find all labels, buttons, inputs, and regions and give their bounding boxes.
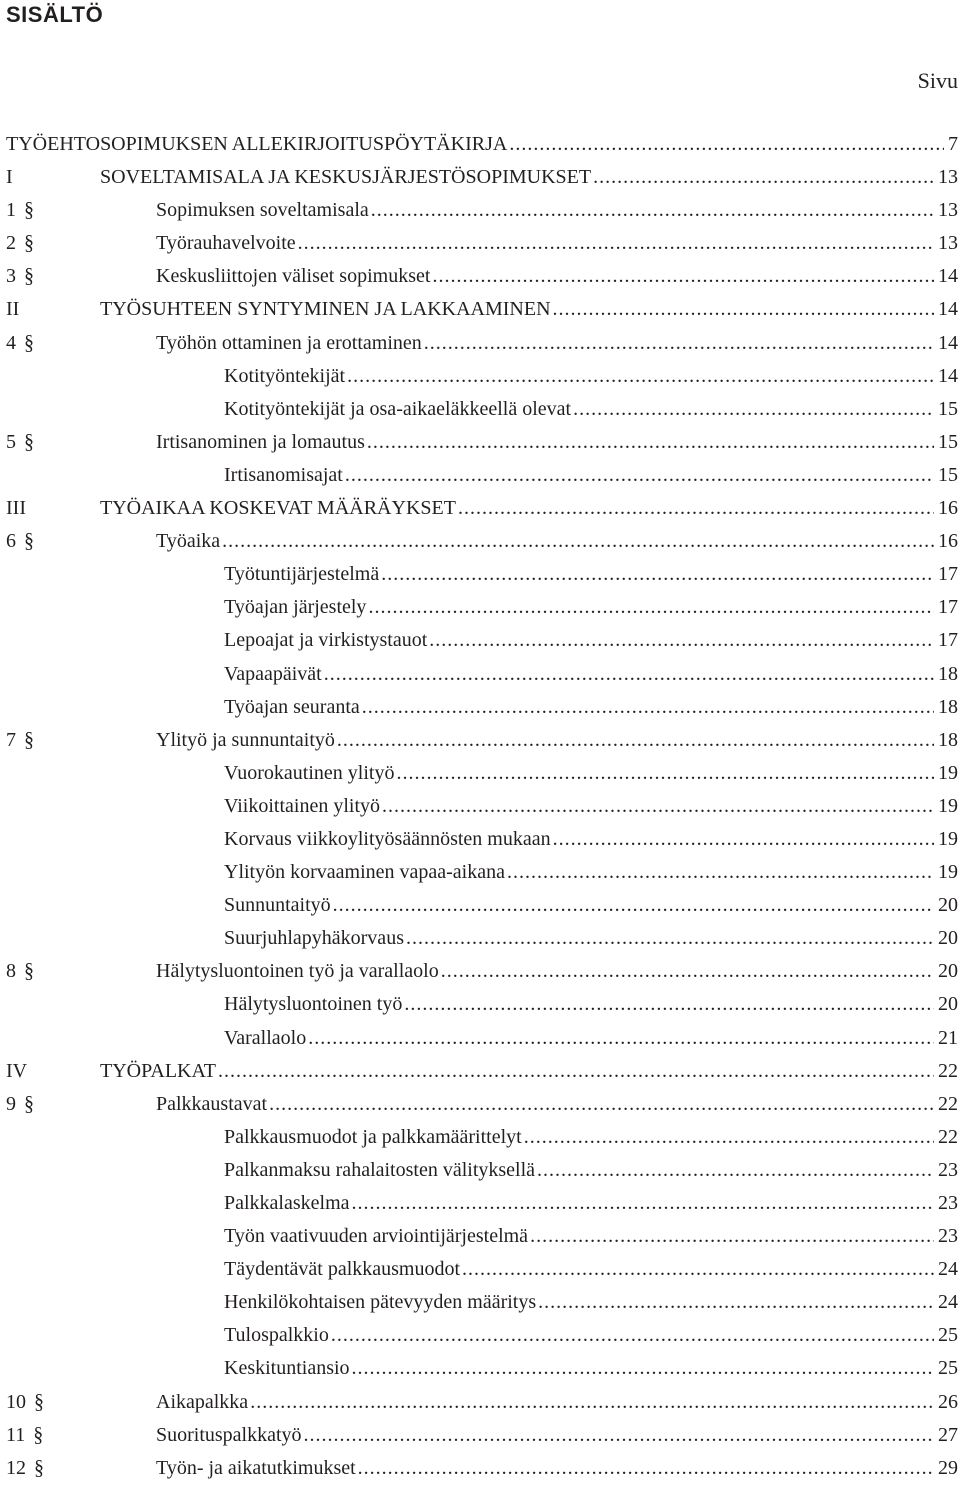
- toc-entry-label: SOVELTAMISALA JA KESKUSJÄRJESTÖSOPIMUKSET: [100, 166, 592, 189]
- toc-entry-label: Työhön ottaminen ja erottaminen: [156, 331, 422, 354]
- toc-entry-line: [224, 1121, 958, 1154]
- toc-entry-label: Suurjuhlapyhäkorvaus: [224, 927, 404, 950]
- toc-entry-label: Varallaolo: [224, 1026, 307, 1049]
- dot-leader: [304, 1419, 934, 1452]
- toc-entry-page: 16: [938, 497, 958, 520]
- dot-leader: [406, 922, 934, 955]
- dot-leader: [308, 1022, 934, 1055]
- toc-entry-label: Irtisanominen ja lomautus: [156, 430, 365, 453]
- toc-number-text: 4: [6, 331, 16, 354]
- toc-entry-label: Sopimuksen soveltamisala: [156, 199, 369, 222]
- toc-entry-page: 18: [938, 662, 958, 685]
- dot-leader: [352, 1352, 934, 1385]
- toc-entry-line: [224, 1220, 958, 1253]
- toc-entry[interactable]: [0, 624, 960, 657]
- toc-entry-number: [6, 327, 34, 360]
- toc-entry-label: Hälytysluontoinen työ ja varallaolo: [156, 960, 439, 983]
- toc-entry[interactable]: [0, 260, 960, 293]
- toc-entry-line: [156, 260, 958, 293]
- toc-entry[interactable]: [0, 1220, 960, 1253]
- toc-entry-line: [156, 724, 958, 757]
- toc-entry-page: 14: [938, 298, 958, 321]
- toc-entry-page: 18: [938, 695, 958, 718]
- toc-entry[interactable]: [0, 988, 960, 1021]
- toc-entry-page: 27: [938, 1423, 958, 1446]
- dot-leader: [553, 293, 934, 326]
- toc-entry[interactable]: [0, 790, 960, 823]
- toc-entry-label: Sunnuntaityö: [224, 894, 331, 917]
- section-sign: §: [24, 198, 34, 222]
- toc-entry-line: [100, 1055, 958, 1088]
- toc-entry-line: [156, 955, 958, 988]
- toc-entry[interactable]: [0, 1154, 960, 1187]
- toc-entry[interactable]: [0, 922, 960, 955]
- toc-entry[interactable]: [0, 161, 960, 194]
- toc-entry-page: 7: [948, 133, 958, 155]
- dot-leader: [573, 393, 934, 426]
- dot-leader: [429, 624, 934, 657]
- toc-entry-line: [224, 691, 958, 724]
- toc-entry-line: [224, 790, 958, 823]
- toc-entry-page: 15: [938, 397, 958, 420]
- toc-number-text: I: [6, 166, 13, 189]
- toc-entry-label: Keskusliittojen väliset sopimukset: [156, 265, 431, 288]
- section-sign: §: [34, 1456, 44, 1480]
- dot-leader: [538, 1286, 934, 1319]
- dot-leader: [250, 1386, 934, 1419]
- toc-entry-number: [6, 161, 13, 194]
- toc-entry-line: [156, 426, 958, 459]
- toc-entry-page: 17: [938, 596, 958, 619]
- toc-number-text: 9: [6, 1092, 16, 1115]
- toc-entry-line: [100, 293, 958, 326]
- toc-entry-line: [224, 1352, 958, 1385]
- toc-entry-line: [224, 823, 958, 856]
- toc-entry-label: Ylityö ja sunnuntaityö: [156, 728, 335, 751]
- toc-entry-line: [224, 1154, 958, 1187]
- toc-entry-number: [6, 1055, 27, 1088]
- dot-leader: [381, 558, 934, 591]
- section-sign: §: [24, 264, 34, 288]
- toc-entry-page: 25: [938, 1357, 958, 1380]
- toc-number-text: II: [6, 298, 20, 321]
- toc-entry-line: [224, 1319, 958, 1352]
- toc-entry-label: Palkkalaskelma: [224, 1192, 350, 1214]
- toc-entry[interactable]: [0, 1121, 960, 1154]
- toc-entry[interactable]: [0, 1419, 960, 1452]
- toc-entry-page: 24: [938, 1291, 958, 1314]
- toc-entry[interactable]: [0, 823, 960, 856]
- toc-entry-page: 29: [938, 1456, 958, 1479]
- dot-leader: [458, 492, 934, 525]
- toc-entry[interactable]: [0, 1286, 960, 1319]
- dot-leader: [333, 889, 934, 922]
- dot-leader: [331, 1319, 934, 1352]
- toc-entry-label: Aikapalkka: [156, 1390, 249, 1413]
- toc-entry-page: 22: [938, 1092, 958, 1115]
- toc-number-text: 3: [6, 265, 16, 288]
- toc-entry-label: TYÖEHTOSOPIMUKSEN ALLEKIRJOITUSPÖYTÄKIRJA: [6, 133, 508, 155]
- toc-entry-page: 13: [938, 199, 958, 222]
- toc-number-text: 1: [6, 199, 16, 222]
- toc-entry-label: Irtisanomisajat: [224, 463, 343, 486]
- dot-leader: [298, 227, 934, 260]
- toc-entry-label: Työn vaativuuden arviointijärjestelmä: [224, 1225, 529, 1248]
- dot-leader: [441, 955, 934, 988]
- toc-entry[interactable]: [0, 194, 960, 227]
- toc-entry-line: [224, 558, 958, 591]
- dot-leader: [324, 658, 934, 691]
- toc-entry[interactable]: [0, 459, 960, 492]
- toc-number-text: 5: [6, 430, 16, 453]
- toc-entry-line: [224, 1286, 958, 1319]
- toc-entry-label: Henkilökohtaisen pätevyyden määritys: [224, 1291, 537, 1314]
- dot-leader: [462, 1253, 934, 1286]
- toc-entry-label: Työtuntijärjestelmä: [224, 563, 380, 586]
- toc-entry-number: [6, 492, 26, 525]
- toc-entry-line: [156, 1452, 958, 1485]
- toc-entry-page: 22: [938, 1059, 958, 1082]
- toc-entry-line: [224, 459, 958, 492]
- toc-entry[interactable]: [0, 558, 960, 591]
- toc-entry-line: [224, 1022, 958, 1055]
- toc-entry-page: 23: [938, 1192, 958, 1214]
- toc-entry-page: 26: [938, 1390, 958, 1413]
- toc-entry-line: [100, 492, 958, 525]
- section-sign: §: [24, 529, 34, 553]
- toc-entry-number: [6, 1419, 43, 1452]
- toc-entry-page: 23: [938, 1158, 958, 1181]
- toc-number-text: 12: [6, 1456, 26, 1479]
- toc-entry[interactable]: [0, 492, 960, 525]
- toc-entry-page: 20: [938, 993, 958, 1016]
- toc-number-text: 7: [6, 728, 16, 751]
- toc-entry-page: 17: [938, 563, 958, 586]
- toc-entry-label: Viikoittainen ylityö: [224, 794, 381, 817]
- toc-entry[interactable]: [0, 293, 960, 326]
- toc-entry-number: [6, 1386, 44, 1419]
- toc-entry[interactable]: [0, 525, 960, 558]
- toc-entry[interactable]: [0, 955, 960, 988]
- toc-entry[interactable]: [0, 658, 960, 691]
- toc-number-text: 6: [6, 530, 16, 553]
- toc-entry-line: [224, 922, 958, 955]
- toc-entry-line: [100, 161, 958, 194]
- toc-entry-page: 16: [938, 530, 958, 553]
- toc-entry[interactable]: [0, 1088, 960, 1121]
- dot-leader: [347, 360, 934, 393]
- toc-entry-line: [156, 1419, 958, 1452]
- section-sign: §: [24, 728, 34, 752]
- dot-leader: [432, 260, 934, 293]
- toc-entry-line: [224, 360, 958, 393]
- dot-leader: [396, 757, 934, 790]
- toc-entry-page: 13: [938, 166, 958, 189]
- toc-entry[interactable]: [0, 691, 960, 724]
- dot-leader: [345, 459, 934, 492]
- toc-entry-page: 20: [938, 927, 958, 950]
- toc-entry-label: Lepoajat ja virkistystauot: [224, 629, 428, 652]
- section-sign: §: [24, 959, 34, 983]
- toc-entry-page: 18: [938, 728, 958, 751]
- toc-entry-label: Hälytysluontoinen työ: [224, 993, 403, 1016]
- toc-entry-line: [224, 658, 958, 691]
- toc-entry-page: 19: [938, 827, 958, 850]
- toc-entry-number: [6, 227, 34, 260]
- dot-leader: [358, 1452, 934, 1485]
- dot-leader: [269, 1088, 934, 1121]
- toc-entry-line: [224, 393, 958, 426]
- toc-entry-number: [6, 260, 34, 293]
- toc-entry-number: [6, 293, 19, 326]
- toc-entry[interactable]: [0, 856, 960, 889]
- toc-entry-page: 24: [938, 1258, 958, 1281]
- toc-entry-page: 15: [938, 463, 958, 486]
- toc-entry-label: Täydentävät palkkausmuodot: [224, 1258, 461, 1281]
- toc-entry-number: [6, 525, 34, 558]
- toc-entry-line: [156, 194, 958, 227]
- toc-number-text: 2: [6, 232, 16, 255]
- section-sign: §: [34, 1389, 44, 1414]
- toc-entry[interactable]: [0, 1253, 960, 1286]
- toc-entry-page: 21: [938, 1026, 958, 1049]
- toc-entry-page: 22: [938, 1125, 958, 1148]
- dot-leader: [222, 525, 934, 558]
- toc-entry-label: Palkkaustavat: [156, 1092, 268, 1115]
- dot-leader: [218, 1055, 934, 1088]
- toc-entry[interactable]: [0, 426, 960, 459]
- toc-entry-line: [156, 525, 958, 558]
- toc-entry-line: [156, 327, 958, 360]
- toc-entry[interactable]: [0, 227, 960, 260]
- toc-entry-line: [156, 1088, 958, 1121]
- toc-entry-page: 14: [938, 265, 958, 288]
- dot-leader: [424, 327, 934, 360]
- toc-entry-page: 19: [938, 794, 958, 817]
- toc-entry-line: [224, 591, 958, 624]
- toc-entry[interactable]: [0, 1055, 960, 1088]
- toc-entry[interactable]: [0, 1386, 960, 1419]
- dot-leader: [382, 790, 934, 823]
- toc-entry-label: Työn- ja aikatutkimukset: [156, 1456, 356, 1479]
- toc-entry-label: Kotityöntekijät ja osa-aikaeläkkeellä olevat: [224, 397, 572, 420]
- toc-entry[interactable]: [0, 1319, 960, 1352]
- toc-entry-label: Ylityön korvaaminen vapaa-aikana: [224, 861, 505, 884]
- toc-entry-line: [224, 1253, 958, 1286]
- toc-entry-page: 23: [938, 1225, 958, 1248]
- toc-entry-number: [6, 1088, 34, 1121]
- dot-leader: [537, 1154, 934, 1187]
- toc-entry-label: Työrauhavelvoite: [156, 232, 296, 255]
- toc-entry-line: [6, 128, 958, 161]
- toc-entry[interactable]: [0, 1352, 960, 1385]
- toc-number-text: IV: [6, 1059, 28, 1082]
- toc-entry-label: TYÖSUHTEEN SYNTYMINEN JA LAKKAAMINEN: [100, 298, 551, 321]
- toc-entry[interactable]: [0, 128, 960, 161]
- toc-entry-page: 20: [938, 960, 958, 983]
- toc-entry[interactable]: [0, 724, 960, 757]
- dot-leader: [530, 1220, 934, 1253]
- page-title: SISÄLTÖ: [6, 2, 104, 27]
- section-sign: §: [24, 430, 34, 454]
- toc-number-text: III: [6, 497, 26, 520]
- toc-entry-label: Palkanmaksu rahalaitosten välityksellä: [224, 1158, 536, 1181]
- dot-leader: [367, 426, 934, 459]
- toc-entry[interactable]: [0, 360, 960, 393]
- toc-entry-number: [6, 426, 34, 459]
- toc-entry[interactable]: [0, 591, 960, 624]
- toc-entry-label: Työajan seuranta: [224, 695, 360, 718]
- table-of-contents: [0, 128, 960, 1485]
- section-sign: §: [24, 1092, 34, 1116]
- toc-entry-line: [224, 988, 958, 1021]
- toc-entry[interactable]: [0, 327, 960, 360]
- toc-entry-number: [6, 194, 34, 227]
- toc-entry-page: 14: [938, 331, 958, 354]
- section-sign: §: [24, 231, 34, 255]
- toc-entry-label: Kotityöntekijät: [224, 364, 346, 387]
- toc-entry-line: [156, 1386, 958, 1419]
- toc-entry-label: Suorituspalkkatyö: [156, 1423, 302, 1446]
- dot-leader: [352, 1187, 934, 1220]
- toc-entry-page: 13: [938, 232, 958, 255]
- dot-leader: [337, 724, 934, 757]
- toc-entry[interactable]: [0, 757, 960, 790]
- toc-entry-number: [6, 724, 34, 757]
- section-sign: §: [24, 330, 34, 355]
- toc-entry-label: Vuorokautinen ylityö: [224, 761, 395, 784]
- toc-entry-label: Työajan järjestely: [224, 596, 367, 619]
- dot-leader: [371, 194, 934, 227]
- dot-leader: [507, 856, 934, 889]
- toc-entry[interactable]: [0, 1187, 960, 1220]
- toc-entry-label: Keskituntiansio: [224, 1357, 350, 1380]
- section-sign: §: [33, 1423, 44, 1447]
- toc-number-text: 8: [6, 960, 16, 983]
- toc-entry-page: 19: [938, 761, 958, 784]
- toc-entry-page: 25: [938, 1324, 958, 1347]
- toc-entry-page: 19: [938, 861, 958, 884]
- toc-entry-label: TYÖPALKAT: [100, 1059, 216, 1082]
- dot-leader: [368, 591, 934, 624]
- toc-entry-line: [224, 889, 958, 922]
- toc-entry-label: Vapaapäivät: [224, 662, 322, 685]
- toc-number-text: 11: [6, 1423, 26, 1446]
- toc-entry[interactable]: [0, 889, 960, 922]
- toc-entry-line: [224, 757, 958, 790]
- toc-entry-line: [156, 227, 958, 260]
- toc-entry[interactable]: [0, 393, 960, 426]
- dot-leader: [593, 161, 934, 194]
- toc-entry[interactable]: [0, 1452, 960, 1485]
- toc-entry[interactable]: [0, 1022, 960, 1055]
- dot-leader: [362, 691, 934, 724]
- toc-entry-page: 17: [938, 629, 958, 652]
- toc-entry-page: 14: [938, 364, 958, 387]
- toc-entry-page: 15: [938, 430, 958, 453]
- dot-leader: [509, 128, 944, 161]
- toc-entry-label: Työaika: [156, 530, 221, 553]
- dot-leader: [553, 823, 934, 856]
- toc-entry-label: Korvaus viikkoylityösäännösten mukaan: [224, 827, 551, 850]
- toc-entry-line: [224, 1187, 958, 1220]
- page-column-header: Sivu: [917, 68, 958, 93]
- dot-leader: [404, 988, 934, 1021]
- toc-entry-number: [6, 955, 34, 988]
- toc-number-text: 10: [6, 1390, 26, 1413]
- dot-leader: [524, 1121, 934, 1154]
- toc-entry-label: TYÖAIKAA KOSKEVAT MÄÄRÄYKSET: [100, 497, 456, 520]
- toc-entry-line: [224, 856, 958, 889]
- toc-entry-number: [6, 1452, 44, 1485]
- toc-entry-page: 20: [938, 894, 958, 917]
- toc-entry-line: [224, 624, 958, 657]
- toc-entry-label: Tulospalkkio: [224, 1324, 329, 1347]
- toc-entry-label: Palkkausmuodot ja palkkamäärittelyt: [224, 1125, 522, 1148]
